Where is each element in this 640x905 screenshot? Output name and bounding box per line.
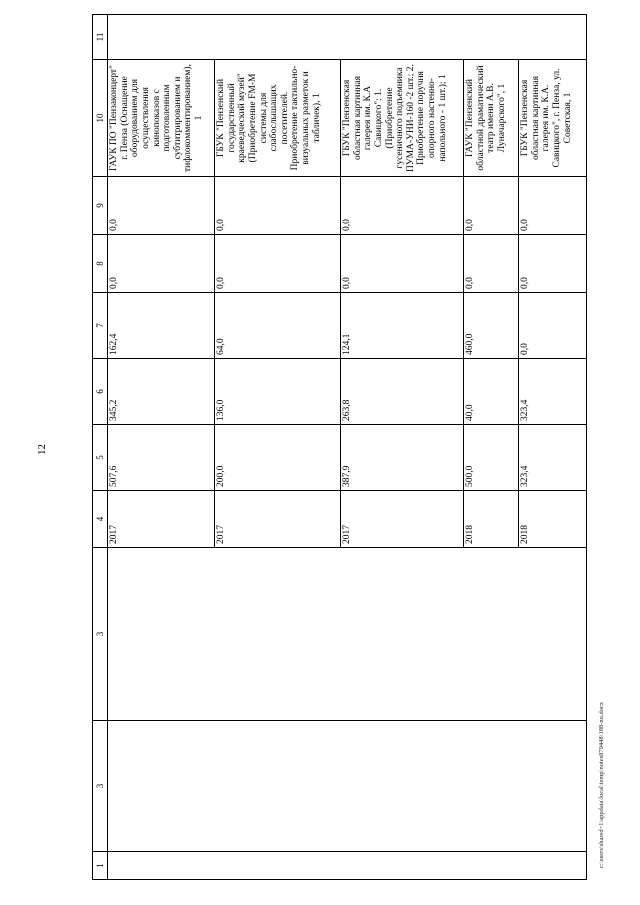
- rotated-table-container: [92, 15, 586, 880]
- year-cell: 2017: [341, 491, 464, 548]
- value-cell: 0,0: [464, 235, 519, 293]
- table-cell: [108, 548, 587, 721]
- footer-file-path: c:\users\shared~1\appdata\local\temp\notes879448\188-nu.docx: [598, 701, 605, 868]
- description-cell: ГБУК "Пензенская областная картинная галерея им. К.А. Савицкого", г. Пенза, ул. Советская, 1: [519, 60, 587, 177]
- data-table: [92, 14, 587, 880]
- page-number: 12: [36, 444, 48, 455]
- table-cell: [108, 852, 587, 880]
- value-cell: 263,8: [341, 359, 464, 425]
- value-cell: 387,9: [341, 425, 464, 491]
- value-cell: 323,4: [519, 425, 587, 491]
- value-cell: 0,0: [215, 177, 341, 235]
- value-cell: 0,0: [519, 177, 587, 235]
- header-cell: 7: [93, 293, 108, 359]
- description-cell: ГАУК "Пензенский областной драматический театр имени А.В. Луначарского", 1: [464, 60, 519, 177]
- value-cell: 460,0: [464, 293, 519, 359]
- year-cell: 2017: [108, 491, 215, 548]
- value-cell: 0,0: [519, 235, 587, 293]
- header-cell: 11: [93, 15, 108, 60]
- value-cell: 345,2: [108, 359, 215, 425]
- value-cell: 40,0: [464, 359, 519, 425]
- header-cell: 4: [93, 491, 108, 548]
- year-cell: 2018: [464, 491, 519, 548]
- value-cell: 507,6: [108, 425, 215, 491]
- header-cell: 5: [93, 425, 108, 491]
- value-cell: 323,4: [519, 359, 587, 425]
- year-cell: 2018: [519, 491, 587, 548]
- value-cell: 124,1: [341, 293, 464, 359]
- value-cell: 200,0: [215, 425, 341, 491]
- header-cell: 1: [93, 852, 108, 880]
- header-cell: 10: [93, 60, 108, 177]
- value-cell: 0,0: [215, 235, 341, 293]
- description-cell: ГБУК "Пензенская областная картинная галерея им. К.А Савицкого": 1. (Приобретение гусеничного подъемника ПУМА-УНИ-160 -2 шт.; 2. Приобретение поручня опорного настенно-напольного - 1 шт.); 1: [341, 60, 464, 177]
- value-cell: 0,0: [108, 235, 215, 293]
- value-cell: 500,0: [464, 425, 519, 491]
- table-row: [108, 15, 215, 880]
- value-cell: 0,0: [341, 235, 464, 293]
- table-cell: [108, 15, 587, 60]
- header-cell: 8: [93, 235, 108, 293]
- header-cell: 3: [93, 721, 108, 852]
- year-cell: 2017: [215, 491, 341, 548]
- description-cell: ГБУК "Пензенский государственный краеведческий музей" (Приобретение FM-M системы для слабослышащих посетителей. Приобретение тактильно-визуальных разметок и табличек), 1: [215, 60, 341, 177]
- value-cell: 162,4: [108, 293, 215, 359]
- header-cell: 3: [93, 548, 108, 721]
- header-cell: 6: [93, 359, 108, 425]
- header-cell: 9: [93, 177, 108, 235]
- value-cell: 0,0: [341, 177, 464, 235]
- value-cell: 0,0: [108, 177, 215, 235]
- header-row: [93, 15, 108, 880]
- table-cell: [108, 721, 587, 852]
- value-cell: 0,0: [464, 177, 519, 235]
- description-cell: ГАУК ПО "Пензаконцерт" г. Пенза (Оснащение оборудованием для осуществления кинопоказов с подготовленным субтитрированием и тифлокомментированием), 1: [108, 60, 215, 177]
- value-cell: 0,0: [519, 293, 587, 359]
- value-cell: 136,0: [215, 359, 341, 425]
- value-cell: 64,0: [215, 293, 341, 359]
